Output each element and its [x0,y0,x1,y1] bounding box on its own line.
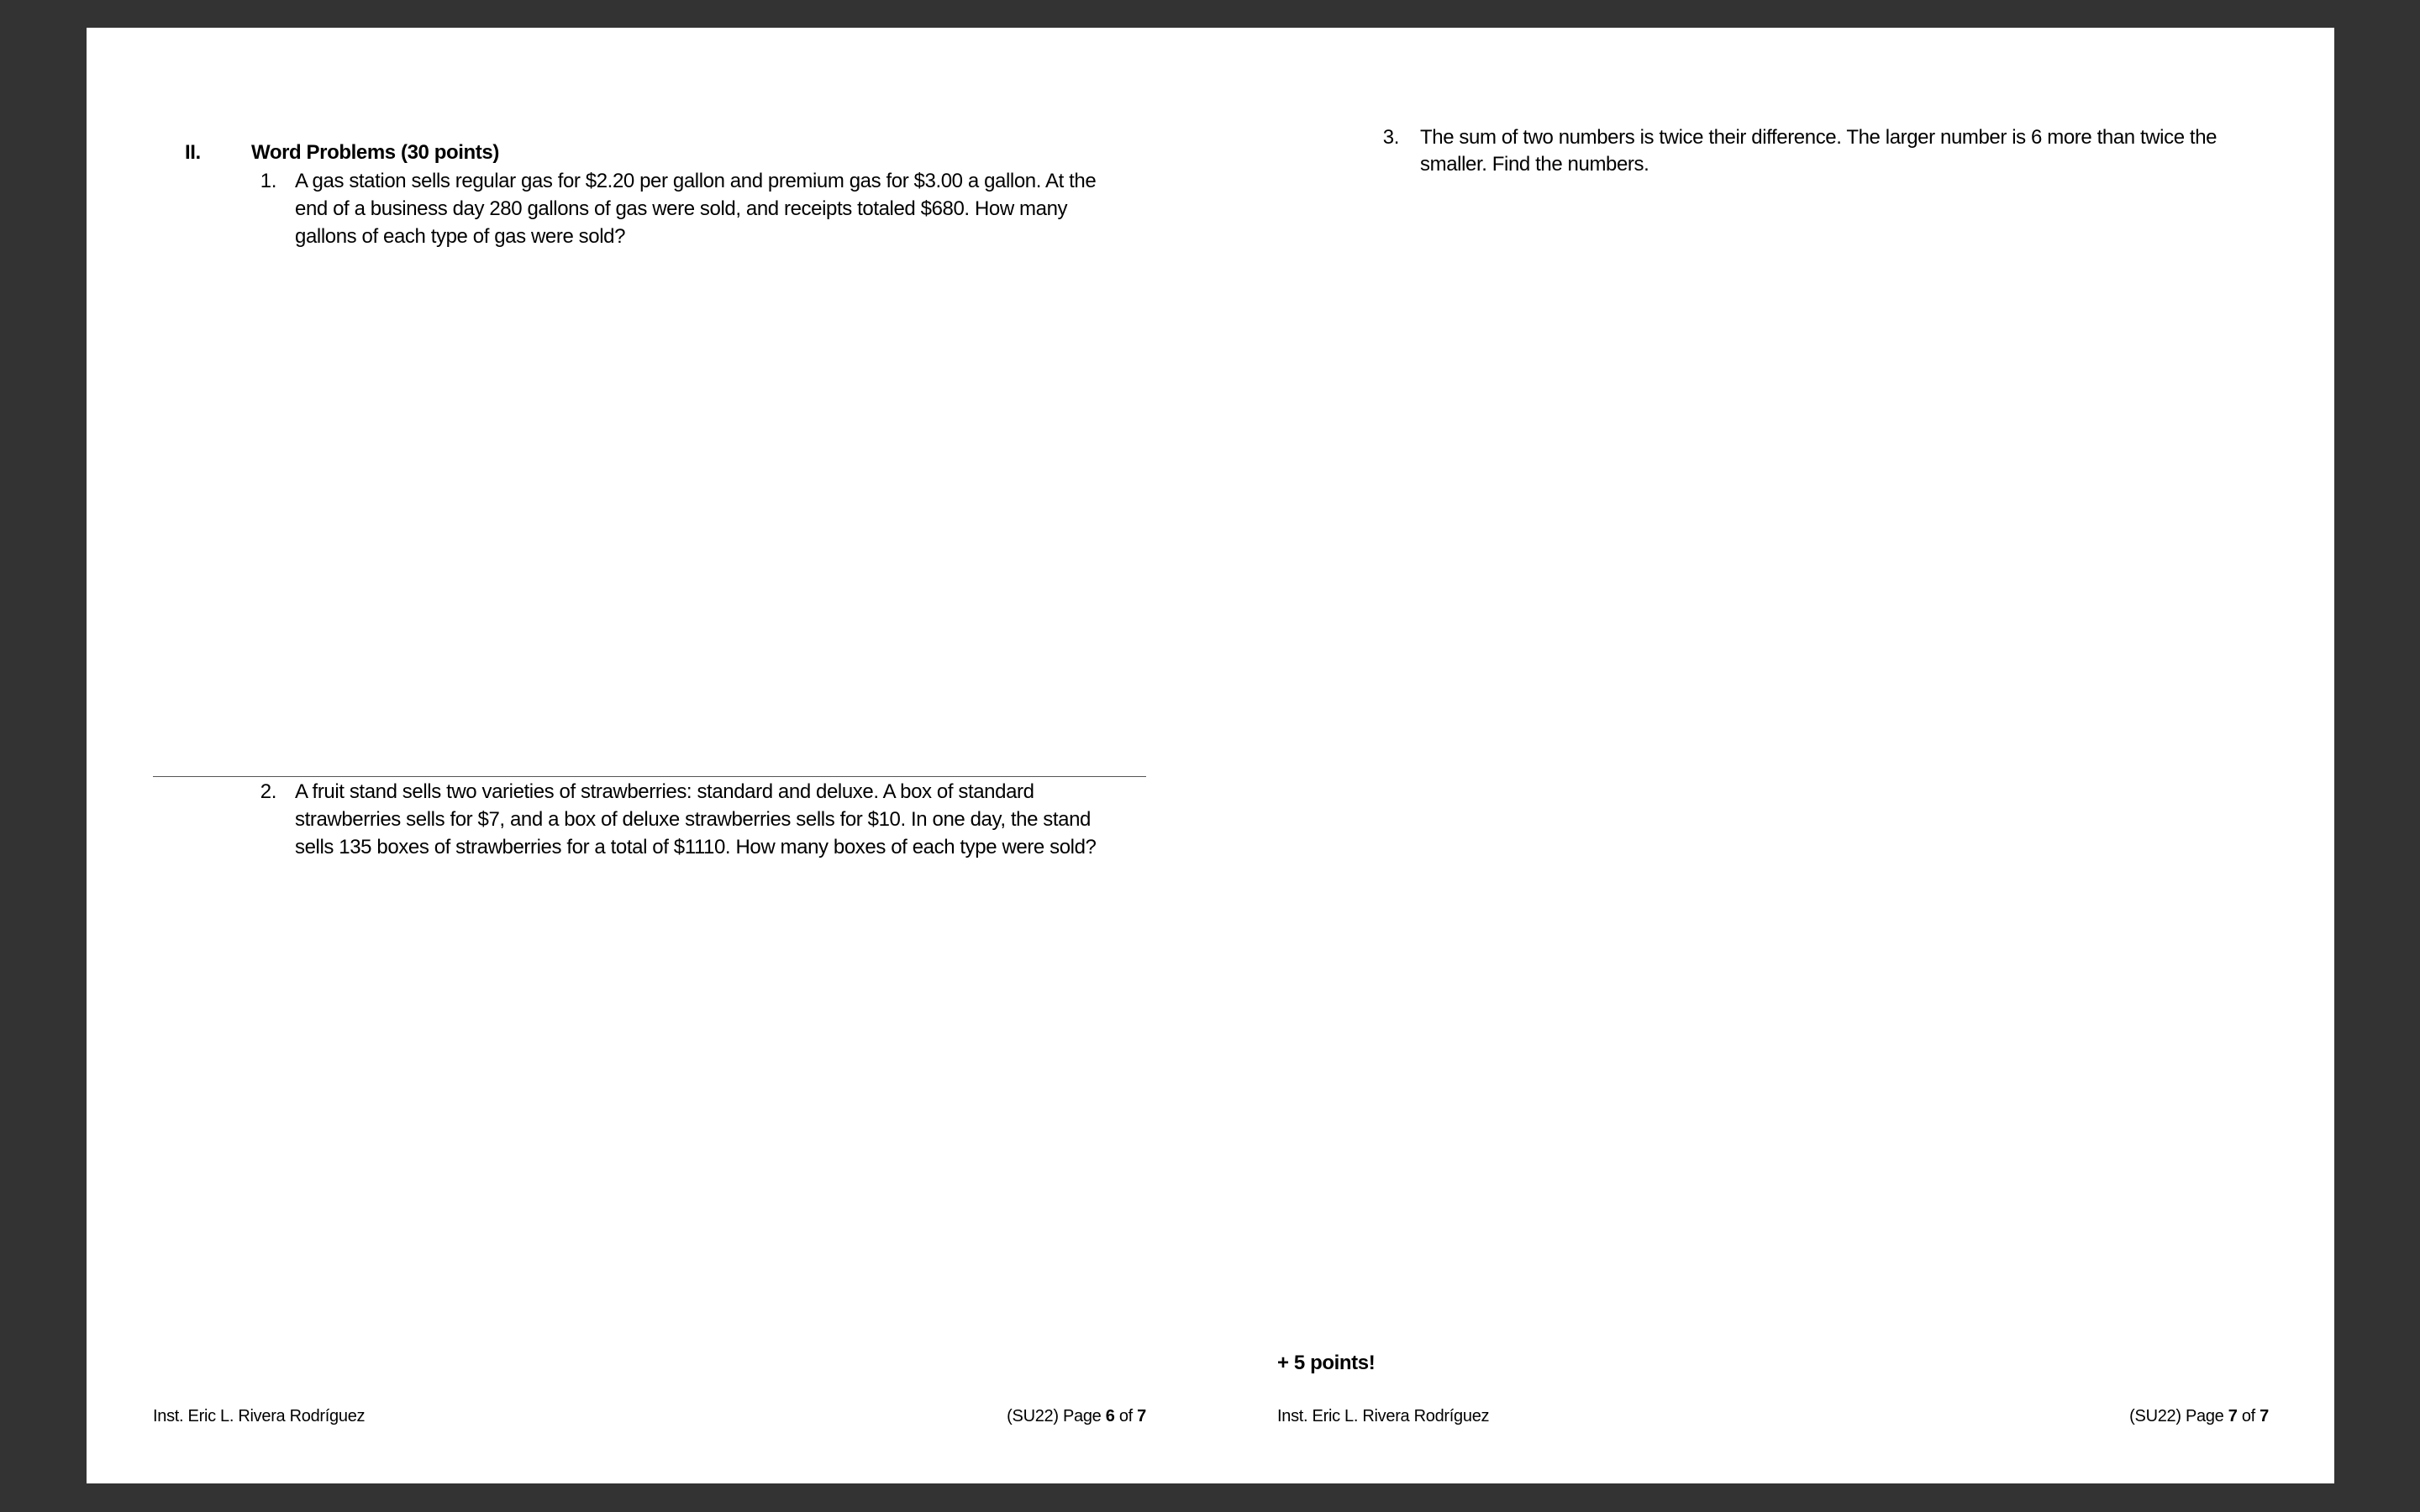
page-7 [1210,28,2334,1483]
question-2-line-1: A fruit stand sells two varieties of strawberries: standard and deluxe. A box of standard [295,780,1034,803]
footer-page-number [1007,1405,1146,1427]
question-3-number: 3. [1382,126,1399,149]
footer-page-prefix: (SU22) Page [1007,1407,1106,1425]
question-1-number: 1. [260,170,276,192]
footer-instructor: Inst. Eric L. Rivera Rodríguez [153,1407,366,1425]
page-6 [87,28,1210,1483]
question-3-line-2: smaller. Find the numbers. [1420,153,1649,176]
question-2-line-2: strawberries sells for $7, and a box of deluxe strawberries sells for $10. In one day, the stand [295,808,1092,831]
question-1-line-3: gallons of each type of gas were sold? [295,225,626,248]
question-2-number: 2. [260,780,276,803]
footer-page-total: 7 [2260,1407,2269,1425]
question-3-line-1: The sum of two numbers is twice their difference. The larger number is 6 more than twice the [1420,126,2217,149]
question-divider [153,776,1146,777]
footer-page-prefix: (SU22) Page [2129,1407,2228,1425]
bonus-points: + 5 points! [1277,1352,1376,1374]
question-1-line-2: end of a business day 280 gallons of gas were sold, and receipts totaled $680. How many [295,197,1068,220]
question-1-line-1: A gas station sells regular gas for $2.20 per gallon and premium gas for $3.00 a gallon. At the [295,170,1097,192]
section-number: II. [185,141,201,164]
section-title: Word Problems (30 points) [251,141,499,164]
footer-page-current: 6 [1105,1407,1115,1425]
footer-instructor: Inst. Eric L. Rivera Rodríguez [1277,1407,1490,1425]
footer-page-of: of [1114,1407,1138,1425]
page-spread [87,28,2334,1483]
question-2-line-3: sells 135 boxes of strawberries for a total of $1110. How many boxes of each type were sold? [295,836,1097,858]
footer-page-number [2129,1405,2269,1427]
footer-page-total: 7 [1137,1407,1146,1425]
footer-page-current: 7 [2228,1407,2238,1425]
footer-page-of: of [2237,1407,2260,1425]
